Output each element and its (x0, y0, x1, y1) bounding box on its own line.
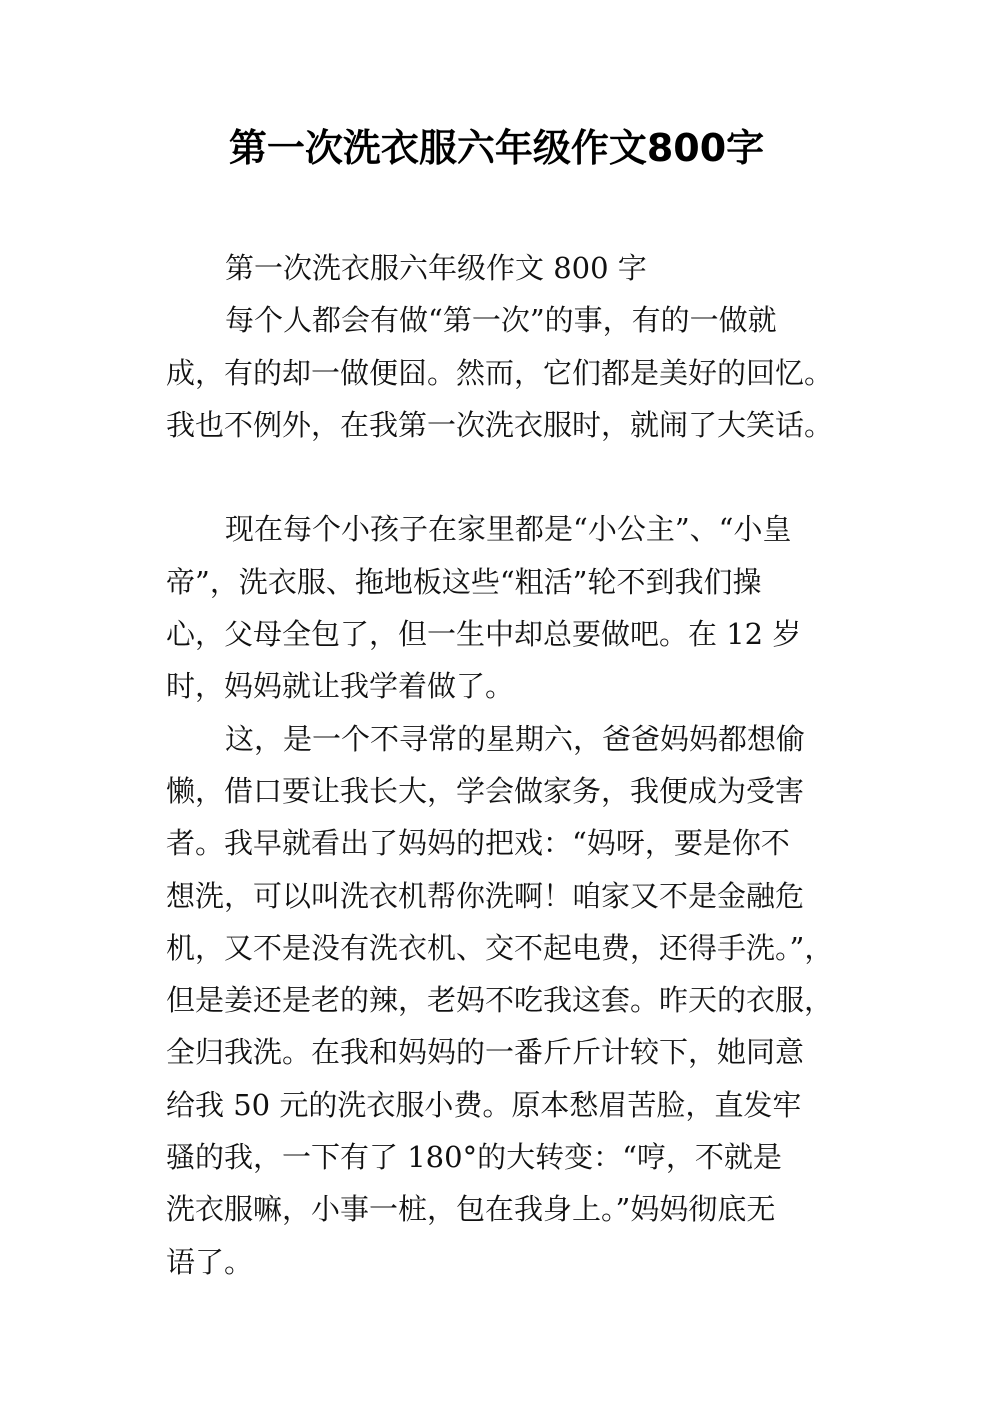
paragraph-line: 给我 50 元的洗衣服小费。原本愁眉苦脸，直发牢 (166, 1087, 802, 1122)
paragraph-line: 语了。 (166, 1244, 254, 1279)
paragraph-line: 骚的我，一下有了 180°的大转变：“哼，不就是 (166, 1140, 782, 1175)
document-body (166, 242, 846, 1288)
paragraph-line: 全归我洗。在我和妈妈的一番斤斤计较下，她同意 (166, 1035, 805, 1070)
paragraph-line: 心，父母全包了，但一生中却总要做吧。在 12 岁 (166, 617, 802, 652)
blank-line (166, 451, 846, 503)
paragraph-line: 每个人都会有做“第一次”的事，有的一做就 (225, 303, 777, 338)
paragraph-line: 洗衣服嘛，小事一桩，包在我身上。”妈妈彻底无 (166, 1192, 776, 1227)
paragraph-line: 懒，借口要让我长大，学会做家务，我便成为受害 (166, 773, 805, 808)
paragraph-line: 帝”，洗衣服、拖地板这些“粗活”轮不到我们操 (166, 564, 762, 599)
paragraph-line: 时，妈妈就让我学着做了。 (166, 669, 515, 704)
paragraph-line: 成，有的却一做便囧。然而，它们都是美好的回忆。 (166, 355, 834, 390)
paragraph-line: 者。我早就看出了妈妈的把戏：“妈呀，要是你不 (166, 826, 790, 861)
paragraph-line: 现在每个小孩子在家里都是“小公主”、“小皇 (225, 512, 792, 547)
paragraph-line: 但是姜还是老的辣，老妈不吃我这套。昨天的衣服， (166, 983, 834, 1018)
paragraph-line: 第一次洗衣服六年级作文 800 字 (225, 251, 647, 285)
paragraph-line: 想洗，可以叫洗衣机帮你洗啊！咱家又不是金融危 (166, 878, 805, 913)
paragraph-line: 这，是一个不寻常的星期六，爸爸妈妈都想偷 (225, 721, 806, 756)
paragraph-line: 机，又不是没有洗衣机、交不起电费，还得手洗。”， (166, 930, 834, 965)
document-title: 第一次洗衣服六年级作文800字 (228, 126, 765, 170)
paragraph-line: 我也不例外，在我第一次洗衣服时，就闹了大笑话。 (166, 407, 834, 442)
